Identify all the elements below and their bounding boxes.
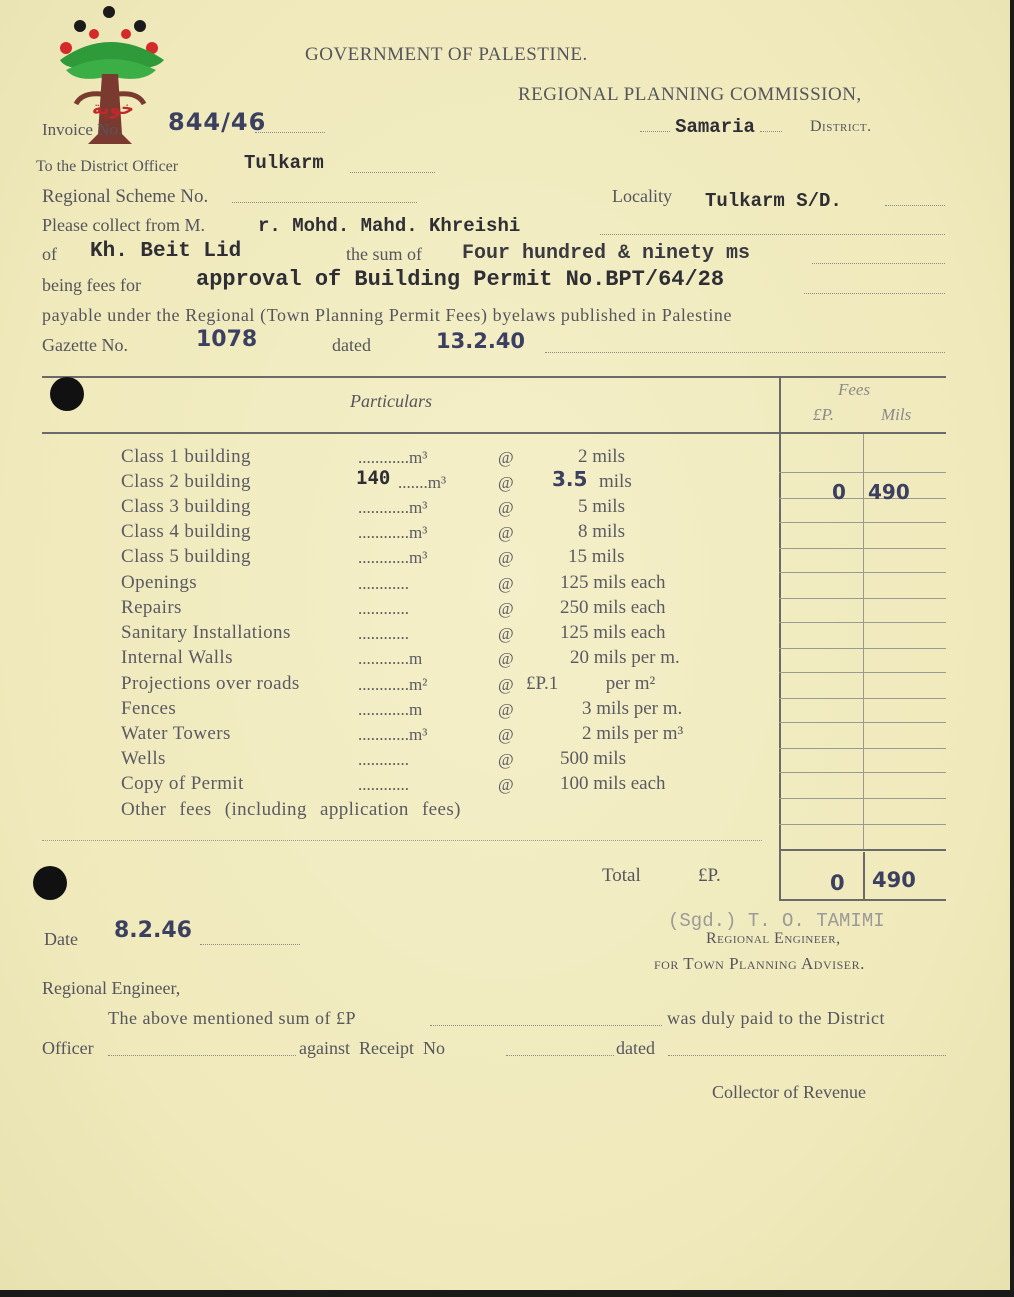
gazette-date: 13.2.40 [436,329,526,353]
row-rate: 8 mils [578,521,625,542]
svg-text:خوية: خوية [92,98,134,119]
row-label: Copy of Permit [121,773,244,794]
fee-line [779,548,946,549]
to-officer-label: To the District Officer [36,158,179,175]
row-label: Sanitary Installations [121,622,291,643]
row-at: @ [498,700,514,719]
gazette-dated-label: dated [332,335,371,355]
row-at: @ [498,548,514,567]
of-label: of [42,244,57,264]
officer-sign-line [108,1055,296,1056]
row-label: Other fees (including application fees) [121,799,461,820]
invoice-label: Invoice No. [42,120,123,139]
table-header-rule [42,432,946,434]
fees-for-label: being fees for [42,275,141,295]
engineer-title: Regional Engineer, [706,930,841,947]
district-value: Samaria [675,116,755,138]
row-label: Class 1 building [121,446,251,467]
row-unit: ............m² [358,675,428,694]
date-value: 8.2.46 [114,918,192,943]
row-unit: ............m³ [358,448,428,467]
row-unit: ............m [358,700,423,719]
sum-line [812,263,945,264]
row-rate: 2 mils per m³ [582,723,684,744]
row-rate: 20 mils per m. [570,647,680,668]
fee-line [779,522,946,523]
punch-hole-top [50,377,84,411]
row-rate: 100 mils each [560,773,666,794]
class2-fee-lp: 0 [832,480,846,504]
paid-sum-line [430,1025,662,1026]
row-label: Fences [121,698,177,719]
commission-heading: REGIONAL PLANNING COMMISSION, [518,84,862,105]
lp-mils-divider [863,434,864,850]
row-unit: ............m³ [358,548,428,567]
mils-header: Mils [881,405,912,424]
row-at: @ [498,775,514,794]
fees-column-divider [779,376,781,901]
row-rate: 125 mils each [560,572,666,593]
row-label: Class 3 building [121,496,251,517]
row-rate: £P.1 per m² [526,673,656,694]
row-label: Projections over roads [121,673,300,694]
row-label: Class 5 building [121,546,251,567]
row-rate: 125 mils each [560,622,666,643]
row-label: Repairs [121,597,182,618]
row-rate: mils [599,471,632,492]
date-label: Date [44,929,78,949]
collector-label: Collector of Revenue [712,1082,866,1102]
row-label: Internal Walls [121,647,233,668]
officer-line [350,172,435,173]
fee-line [779,622,946,623]
date-line [200,944,300,945]
fee-line [779,798,946,799]
fee-line [779,698,946,699]
receipt-dated-label: dated [616,1038,655,1058]
officer-label: Officer [42,1038,94,1058]
row-at: @ [498,750,514,769]
government-heading: GOVERNMENT OF PALESTINE. [305,44,588,65]
row-label: Wells [121,748,166,769]
row-unit: ............m³ [358,498,428,517]
adviser-line: for Town Planning Adviser. [654,954,865,973]
receipt-text: against Receipt No [299,1038,445,1058]
fees-header: Fees [838,380,871,399]
fee-line [779,472,946,473]
row-label: Class 2 building [121,471,251,492]
fees-for-line [804,293,945,294]
total-top-rule [779,849,946,851]
district-officer-value: Tulkarm [244,152,324,174]
locality-value: Tulkarm S/D. [705,190,842,212]
fee-line [779,824,946,825]
row-at: @ [498,725,514,744]
row-unit: .......m³ [398,473,447,492]
total-label: Total [602,865,641,886]
collect-label: Please collect from M. [42,215,205,235]
row-rate: 500 mils [560,748,626,769]
total-mils: 490 [872,868,916,892]
row-unit: ............ [358,750,409,769]
locality-line [885,205,945,206]
total-currency: £P. [698,865,721,886]
receipt-dated-line [668,1055,946,1056]
row-rate: 2 mils [578,446,625,467]
punch-hole-bottom [33,866,67,900]
scheme-line [232,202,417,203]
gazette-label: Gazette No. [42,335,128,355]
fee-line [779,672,946,673]
total-bottom-rule [779,899,946,901]
fee-line [779,498,946,499]
total-lp: 0 [830,871,845,895]
row-rate: 15 mils [568,546,625,567]
fee-line [779,648,946,649]
row-at: @ [498,675,514,694]
particulars-header: Particulars [350,391,433,411]
row-at: @ [498,649,514,668]
fee-line [779,722,946,723]
class2-fee-mils: 490 [868,480,910,504]
receipt-line [506,1055,614,1056]
fee-line [779,598,946,599]
row-at: @ [498,498,514,517]
regional-engineer-label: Regional Engineer, [42,978,181,998]
invoice-number: 844/46 [168,108,267,136]
payable-text: payable under the Regional (Town Planning Permit Fees) byelaws published in Palestine [42,305,733,325]
collect-name: r. Mohd. Mahd. Khreishi [258,215,521,237]
row-at: @ [498,448,514,467]
fee-line [779,772,946,773]
fee-line [779,748,946,749]
row-rate: 3 mils per m. [582,698,683,719]
row-unit: ............ [358,574,409,593]
row-rate: 5 mils [578,496,625,517]
district-label: District. [810,118,872,135]
total-divider [863,852,865,900]
table-dotted-rule [42,840,762,841]
gazette-line [545,352,945,353]
fees-for-value: approval of Building Permit No.BPT/64/28 [196,267,725,292]
signature-stamp: (Sgd.) T. O. TAMIMI [668,910,885,932]
row-label: Class 4 building [121,521,251,542]
row-at: @ [498,473,514,492]
paid-text-2: was duly paid to the District [667,1008,885,1028]
district-field [640,116,805,138]
row-unit: ............ [358,624,409,643]
row-at: @ [498,523,514,542]
row-at: @ [498,624,514,643]
row-unit: ............ [358,599,409,618]
row-quantity: 140 [356,467,391,489]
row-label: Openings [121,572,198,593]
sum-label: the sum of [346,244,422,264]
row-unit: ............m³ [358,725,428,744]
row-unit: ............ [358,775,409,794]
scheme-label: Regional Scheme No. [42,186,209,207]
paid-text-1: The above mentioned sum of £P [108,1008,356,1028]
row-at: @ [498,574,514,593]
fee-line [779,572,946,573]
row-unit: ............m [358,649,423,668]
gazette-number: 1078 [196,327,258,352]
row-label: Water Towers [121,723,231,744]
locality-label: Locality [612,186,672,206]
row-at: @ [498,599,514,618]
table-top-rule [42,376,946,378]
invoice-line [255,132,325,133]
of-value: Kh. Beit Lid [90,240,242,263]
row-unit: ............m³ [358,523,428,542]
row-rate-handwritten: 3.5 [552,467,588,491]
row-rate: 250 mils each [560,597,666,618]
collect-line [600,234,945,235]
lp-header: £P. [813,405,834,424]
sum-value: Four hundred & ninety ms [462,242,751,265]
